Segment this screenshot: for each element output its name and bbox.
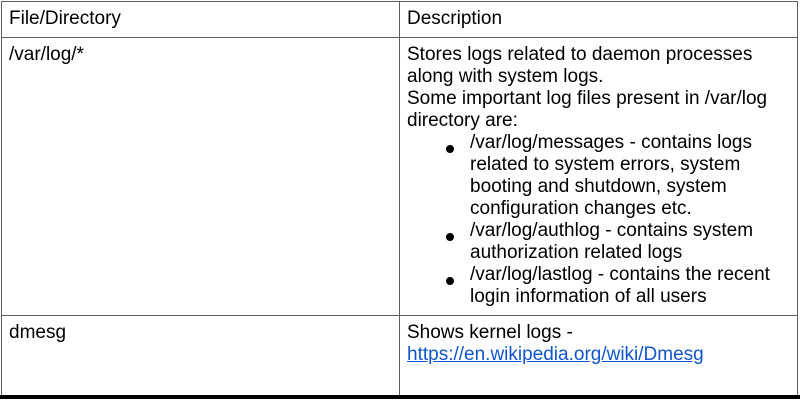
description-cell-dmesg: [400, 316, 798, 396]
bullet-icon: [446, 233, 454, 241]
description-paragraph: Stores logs related to daemon processes along with system logs.: [407, 44, 753, 87]
list-item: [407, 132, 790, 220]
list-item-text: /var/log/authlog - contains system authorization related logs: [470, 220, 754, 263]
list-item: [407, 264, 790, 308]
file-cell-dmesg: dmesg: [2, 316, 400, 396]
file-cell-var-log: /var/log/*: [2, 38, 400, 316]
description-cell-var-log: [400, 38, 798, 316]
bullet-icon: [446, 277, 454, 285]
description-paragraph: [407, 322, 790, 366]
column-header-file-directory: File/Directory: [2, 2, 400, 38]
description-paragraph: Some important log files present in /var/log directory are:: [407, 88, 768, 131]
table-row-dmesg: [2, 316, 798, 396]
list-item-text: /var/log/lastlog - contains the recent login information of all users: [470, 264, 770, 307]
list-item-text: /var/log/messages - contains logs related to system errors, system booting and shutdown, system configuration changes etc.: [470, 132, 752, 219]
wikipedia-dmesg-link[interactable]: https://en.wikipedia.org/wiki/Dmesg: [407, 344, 704, 365]
table-header-row: [2, 2, 798, 38]
list-item: [407, 220, 790, 264]
column-header-description: Description: [400, 2, 798, 38]
bullet-icon: [446, 145, 454, 153]
kernel-logs-text: Shows kernel logs -: [407, 322, 573, 343]
table-row-var-log: [2, 38, 798, 316]
bottom-divider: [0, 395, 800, 399]
file-directory-table: [1, 1, 798, 396]
